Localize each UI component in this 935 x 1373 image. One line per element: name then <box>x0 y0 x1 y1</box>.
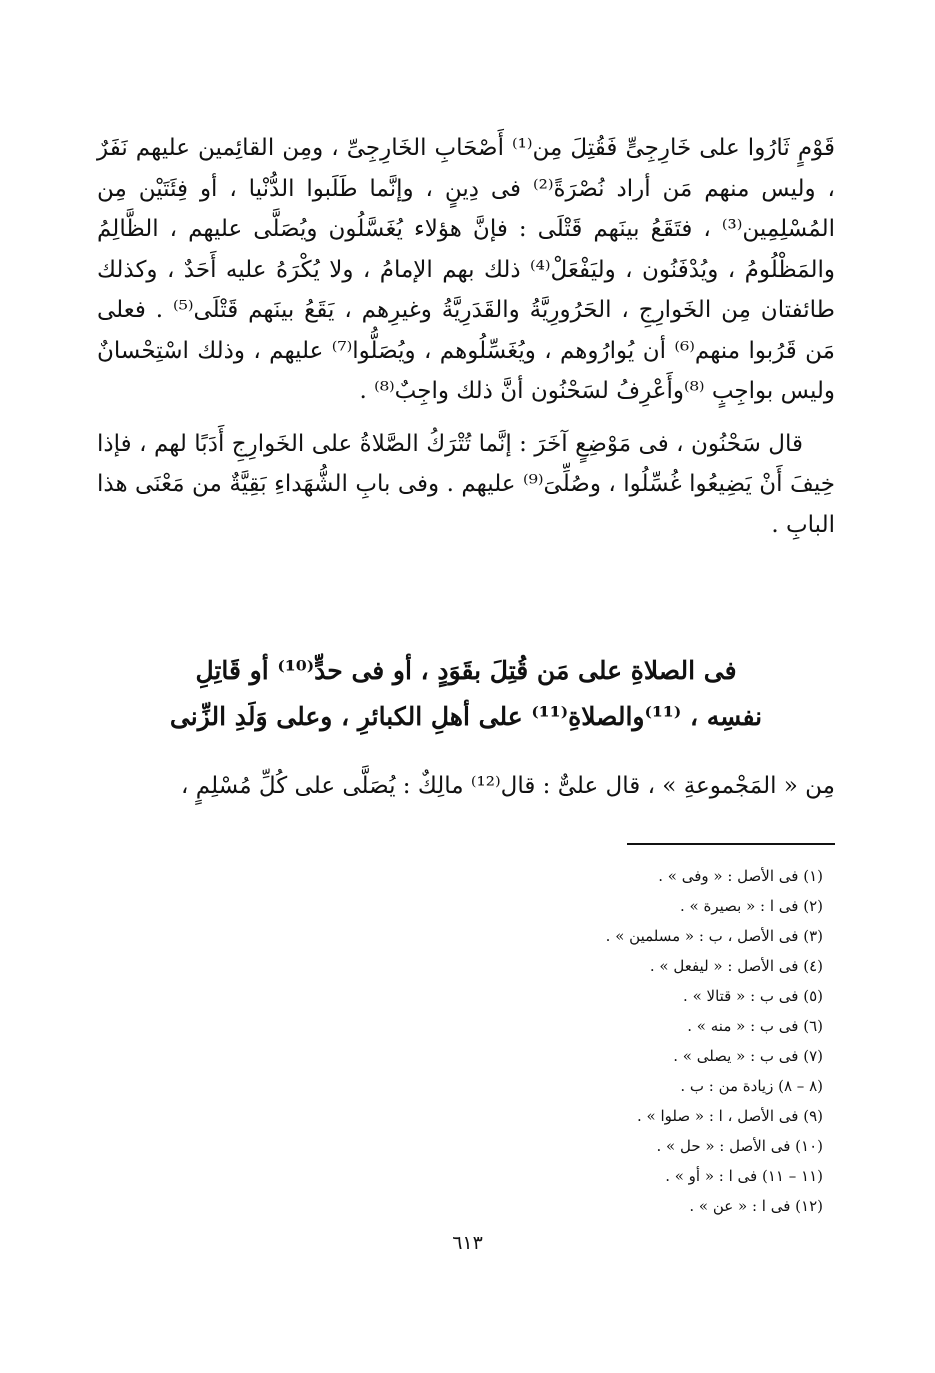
section-opening-line: مِن « المَجْموعةِ » ، قال علىٌّ : قال⁽¹²⁾ مالِكٌ : يُصَلَّى على كُلِّ مُسْلِمٍ ، <box>181 773 835 799</box>
section-heading-line-2: نفسِه ، ⁽¹¹⁾والصلاةِ⁽¹¹⁾ على أهلِ الكبائرِ ، وعلى وَلَدِ الزِّنى <box>169 702 763 731</box>
footnote-4: (٤) فى الأصل : « ليفعل » . <box>649 957 823 975</box>
footnote-divider <box>627 843 835 845</box>
body-paragraph-2: قال سَحْنُون ، فى مَوْضِعٍ آخَرَ : إنَّما تُتْرَكُ الصَّلاةُ على الخَوارِجِ أَدَبًا لهم ، فإذا خِيفَ أَنْ يَضِيعُوا غُسِّلُوا ، وصُلِّىَ⁽⁹⁾ عليهم . وفى بابِ الشُّهَداءِ بَقِيَّةٌ من مَعْنَى هذا البابِ . <box>97 430 835 538</box>
section-heading-line-1: فى الصلاةِ على مَن قُتِلَ بقَوَدٍ ، أو فى حدٍّ⁽¹⁰⁾ أو قَاتِلِ <box>195 656 737 685</box>
footnote-12: (١٢) فى ا : « عن » . <box>689 1197 823 1215</box>
footnote-3: (٣) فى الأصل ، ب : « مسلمين » . <box>605 927 823 945</box>
footnote-2: (٢) فى ا : « بصيرة » . <box>679 897 823 915</box>
footnote-7: (٧) فى ب : « يصلى » . <box>673 1047 823 1065</box>
footnote-11: (١١ – ١١) فى ا : « أو » . <box>665 1167 823 1185</box>
page-number: ٦١٣ <box>452 1232 483 1254</box>
footnote-10: (١٠) فى الأصل : « حل » . <box>656 1137 823 1155</box>
section-heading <box>97 648 835 740</box>
footnote-6: (٦) فى ب : « منه » . <box>687 1017 823 1035</box>
body-paragraph-1: قَوْمٍ ثَارُوا على خَارِجِىٍّ فَقُتِلَ مِن⁽¹⁾ أَصْحَابِ الخَارِجِىِّ ، ومِن القائِمين عليهم نَفَرٌ ، وليس منهم مَن أراد نُصْرَةً⁽²⁾ فى دِينٍ ، وإنَّما طَلَبوا الدُّنْيا ، أو فِئَتَيْن مِن المُسْلِمِين⁽³⁾ ، فتَقَعُ بينَهم قَتْلَى : فإنَّ هؤلاء يُغَسَّلُون ويُصَلَّى عليهم ، الظَّالِمُ والمَظْلُومُ ، ويُدْفَنُون ، وليَفْعَلْ⁽⁴⁾ ذلك بهم الإمامُ ، ولا يُكْرَهُ عليه أَحَدٌ ، وكذلك طائفتان مِن الخَوارِجِ ، الحَرُورِيَّةُ والقَدَرِيَّةُ وغيرِهم ، يَقَعُ بينَهم قَتْلَى⁽⁵⁾ . فعلى مَن قَرُبوا منهم⁽⁶⁾ أن يُوارُوهم ، ويُغَسِّلُوهم ، ويُصَلُّوا⁽⁷⁾ عليهم ، وذلك اسْتِحْسانٌ وليس بواجِبٍ ⁽⁸⁾وأَعْرِفُ لسَحْنُون أنَّ ذلك واجِبٌ⁽⁸⁾ . <box>97 135 836 404</box>
footnote-1: (١) فى الأصل : « وفى » . <box>658 867 823 885</box>
footnote-8: (٨ – ٨) زيادة من : ب . <box>680 1077 823 1095</box>
main-text <box>97 128 835 545</box>
footnote-9: (٩) فى الأصل ، ا : « صلوا » . <box>637 1107 823 1125</box>
footnotes <box>223 861 823 1221</box>
footnote-5: (٥) فى ب : « قتالا » . <box>683 987 823 1005</box>
